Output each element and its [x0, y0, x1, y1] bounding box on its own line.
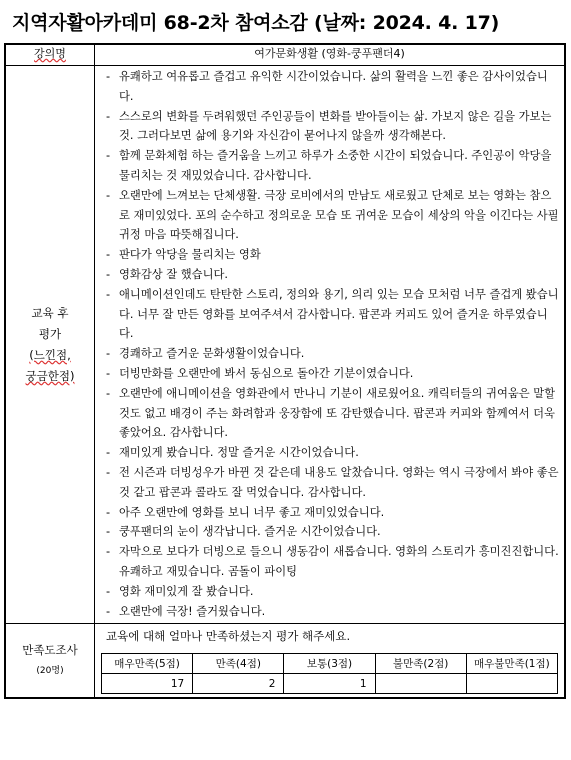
satisfaction-header-row: [102, 654, 558, 674]
list-item: - 판다가 악당을 물리치는 영화: [97, 245, 560, 265]
rating-header: 만족(4점): [193, 654, 284, 674]
list-item: - 경쾌하고 즐거운 문화생활이었습니다.: [97, 344, 560, 364]
page-title: 지역자활아카데미 68-2차 참여소감 (날짜: 2024. 4. 17): [12, 12, 500, 34]
evaluation-label: 교육 후 평가 (느낀점, 궁금한점): [6, 66, 95, 624]
list-item: - 오랜만에 느껴보는 단체생활. 극장 로비에서의 만남도 새로웠고 단체로 보는 영화는 참으로 재미있었다. 포의 순수하고 정의로운 모습 또 귀여운 모습이 세상의 악을 이긴다는 사필귀정 마음 따뜻해집니다.: [97, 186, 560, 245]
satisfaction-label: 만족도조사 (20명): [6, 624, 95, 698]
list-item: - 오랜만에 극장! 즐거웠습니다.: [97, 602, 560, 622]
rating-value: [466, 674, 557, 694]
list-item: - 전 시즌과 더빙성우가 바뀐 것 같은데 내용도 알찼습니다. 영화는 역시 극장에서 봐야 좋은 것 같고 팝콘과 콜라도 잘 먹었습니다. 감사합니다.: [97, 463, 560, 503]
satisfaction-table: [101, 653, 558, 694]
list-item: - 쿵푸팬더의 눈이 생각납니다. 즐거운 시간이었습니다.: [97, 522, 560, 542]
survey-sheet: [4, 43, 566, 699]
list-item: - 아주 오랜만에 영화를 보니 너무 좋고 재미있었습니다.: [97, 503, 560, 523]
list-item: - 스스로의 변화를 두려워했던 주인공들이 변화를 받아들이는 삶. 가보지 않은 길을 가보는 것. 그러다보면 삶에 용기와 자신감이 묻어나지 않을까 생각해본다.: [97, 107, 560, 147]
survey-table: [5, 44, 565, 698]
evaluation-row: [6, 66, 565, 624]
satisfaction-row: [6, 624, 565, 698]
list-item: - 재미있게 봤습니다. 정말 즐거운 시간이었습니다.: [97, 443, 560, 463]
satisfaction-question: 교육에 대해 얼마나 만족하셨는지 평가 해주세요.: [106, 629, 351, 644]
rating-value: 2: [193, 674, 284, 694]
evaluation-comments-cell: [95, 66, 565, 624]
header-course-name: 여가문화생활 (영화-쿵푸팬더4): [95, 45, 565, 66]
rating-header: 보통(3점): [284, 654, 375, 674]
list-item: - 함께 문화체험 하는 즐거움을 느끼고 하루가 소중한 시간이 되었습니다. 주인공이 악당을 물리치는 것 재밌었습니다. 감사합니다.: [97, 146, 560, 186]
header-course-label: 강의명: [6, 45, 95, 66]
satisfaction-value-row: [102, 674, 558, 694]
list-item: - 유쾌하고 여유롭고 즐겁고 유익한 시간이었습니다. 삶의 활력을 느낀 좋은 감사이었습니다.: [97, 67, 560, 107]
list-item: - 오랜만에 애니메이션을 영화관에서 만나니 기분이 새로웠어요. 캐릭터들의 귀여움은 말할 것도 없고 배경이 주는 화려함과 웅장함에 또 감탄했습니다. 팝콘과 커피와 함께여서 더욱 좋았어요. 감사합니다.: [97, 384, 560, 443]
header-row: [6, 45, 565, 66]
rating-value: 17: [102, 674, 193, 694]
rating-header: 매우만족(5점): [102, 654, 193, 674]
list-item: - 영화 재미있게 잘 봤습니다.: [97, 582, 560, 602]
rating-value: [375, 674, 466, 694]
rating-value: 1: [284, 674, 375, 694]
list-item: - 자막으로 보다가 더빙으로 들으니 생동감이 새롭습니다. 영화의 스토리가 흥미진진합니다. 유쾌하고 재밌습니다. 곰돌이 파이팅: [97, 542, 560, 582]
list-item: - 애니메이션인데도 탄탄한 스토리, 정의와 용기, 의리 있는 모습 모처럼 너무 즐겁게 봤습니다. 너무 잘 만든 영화를 보여주셔서 감사합니다. 팝콘과 커피도 있어 즐거운 하루였습니다.: [97, 285, 560, 344]
comment-list: [95, 66, 564, 623]
list-item: - 영화감상 잘 했습니다.: [97, 265, 560, 285]
list-item: - 더빙만화를 오랜만에 봐서 동심으로 돌아간 기분이였습니다.: [97, 364, 560, 384]
satisfaction-cell: [95, 624, 565, 698]
rating-header: 매우불만족(1점): [466, 654, 557, 674]
rating-header: 불만족(2점): [375, 654, 466, 674]
